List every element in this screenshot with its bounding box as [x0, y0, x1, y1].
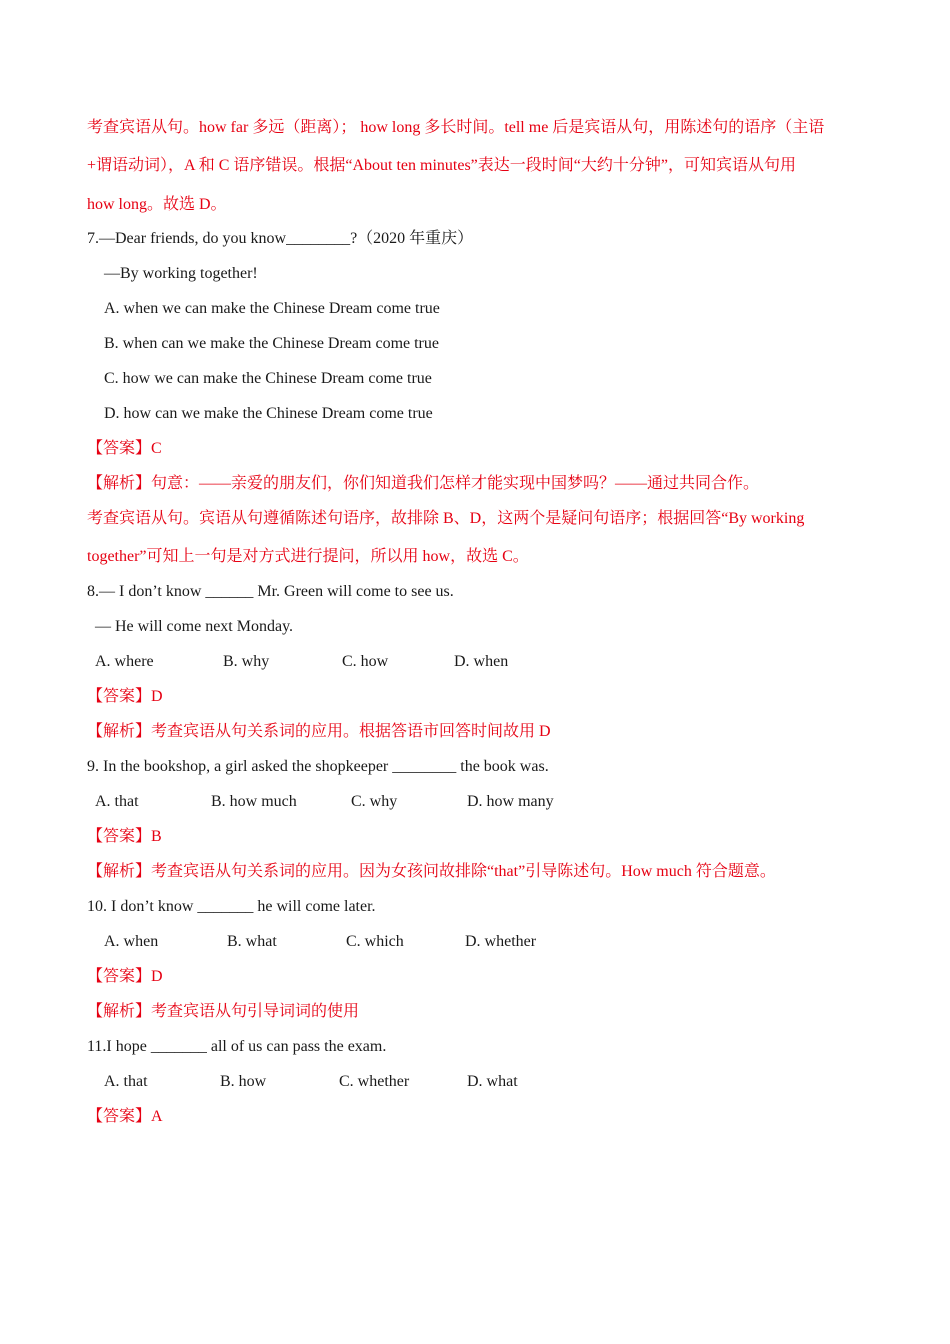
q10-option-a: A. when [104, 933, 159, 950]
q7-option-b: B. when can we make the Chinese Dream come true [104, 335, 439, 352]
q10-analysis: 【解析】考查宾语从句引导词词的使用 [87, 1003, 360, 1020]
q9-option-d: D. how many [467, 793, 554, 810]
q7-option-d: D. how can we make the Chinese Dream come true [104, 405, 433, 422]
q9-option-c: C. why [351, 793, 398, 810]
q8-analysis: 【解析】考查宾语从句关系词的应用。根据答语市回答时间故用 D [87, 723, 551, 740]
q7-analysis-line-2: 考查宾语从句。宾语从句遵循陈述句语序，故排除 B、D，这两个是疑问句语序；根据回答“By working [87, 510, 805, 527]
q11-option-c: C. whether [339, 1073, 410, 1090]
q8-option-a: A. where [95, 653, 154, 670]
prev-analysis-line-2: +谓语动词），A 和 C 语序错误。根据“About ten minutes”表达一段时间“大约十分钟”，可知宾语从句用 [87, 157, 796, 174]
q8-option-b: B. why [223, 653, 270, 670]
q8-reply: — He will come next Monday. [95, 618, 294, 635]
q8-answer: 【答案】D [87, 688, 163, 705]
q11-stem: 11.I hope _______ all of us can pass the exam. [87, 1038, 387, 1055]
q10-option-c: C. which [346, 933, 404, 950]
q11-option-a: A. that [104, 1073, 148, 1090]
q7-analysis-line-1: 【解析】句意：——亲爱的朋友们，你们知道我们怎样才能实现中国梦吗？——通过共同合作。 [87, 475, 760, 492]
q9-analysis: 【解析】考查宾语从句关系词的应用。因为女孩问故排除“that”引导陈述句。How much 符合题意。 [87, 863, 776, 880]
q7-answer: 【答案】C [87, 440, 162, 457]
q10-option-d: D. whether [465, 933, 537, 950]
prev-analysis-line-3: how long。故选 D。 [87, 196, 227, 213]
q11-answer: 【答案】A [87, 1108, 163, 1125]
q10-stem: 10. I don’t know _______ he will come later. [87, 898, 376, 915]
q10-answer: 【答案】D [87, 968, 163, 985]
q7-analysis-line-3: together”可知上一句是对方式进行提问，所以用 how，故选 C。 [87, 548, 529, 565]
q9-stem: 9. In the bookshop, a girl asked the shopkeeper ________ the book was. [87, 758, 549, 775]
q7-stem: 7.—Dear friends, do you know________?（2020 年重庆） [87, 230, 474, 247]
prev-analysis-line-1: 考查宾语从句。how far 多远（距离）； how long 多长时间。tell me 后是宾语从句，用陈述句的语序（主语 [87, 119, 825, 136]
q8-option-d: D. when [454, 653, 509, 670]
q9-option-b: B. how much [211, 793, 297, 810]
q7-reply: —By working together! [104, 265, 258, 282]
q9-answer: 【答案】B [87, 828, 162, 845]
q9-option-a: A. that [95, 793, 139, 810]
q11-option-d: D. what [467, 1073, 518, 1090]
q10-option-b: B. what [227, 933, 277, 950]
q11-option-b: B. how [220, 1073, 267, 1090]
q8-stem: 8.— I don’t know ______ Mr. Green will come to see us. [87, 583, 454, 600]
q7-option-c: C. how we can make the Chinese Dream come true [104, 370, 432, 387]
q7-option-a: A. when we can make the Chinese Dream come true [104, 300, 440, 317]
q8-option-c: C. how [342, 653, 389, 670]
